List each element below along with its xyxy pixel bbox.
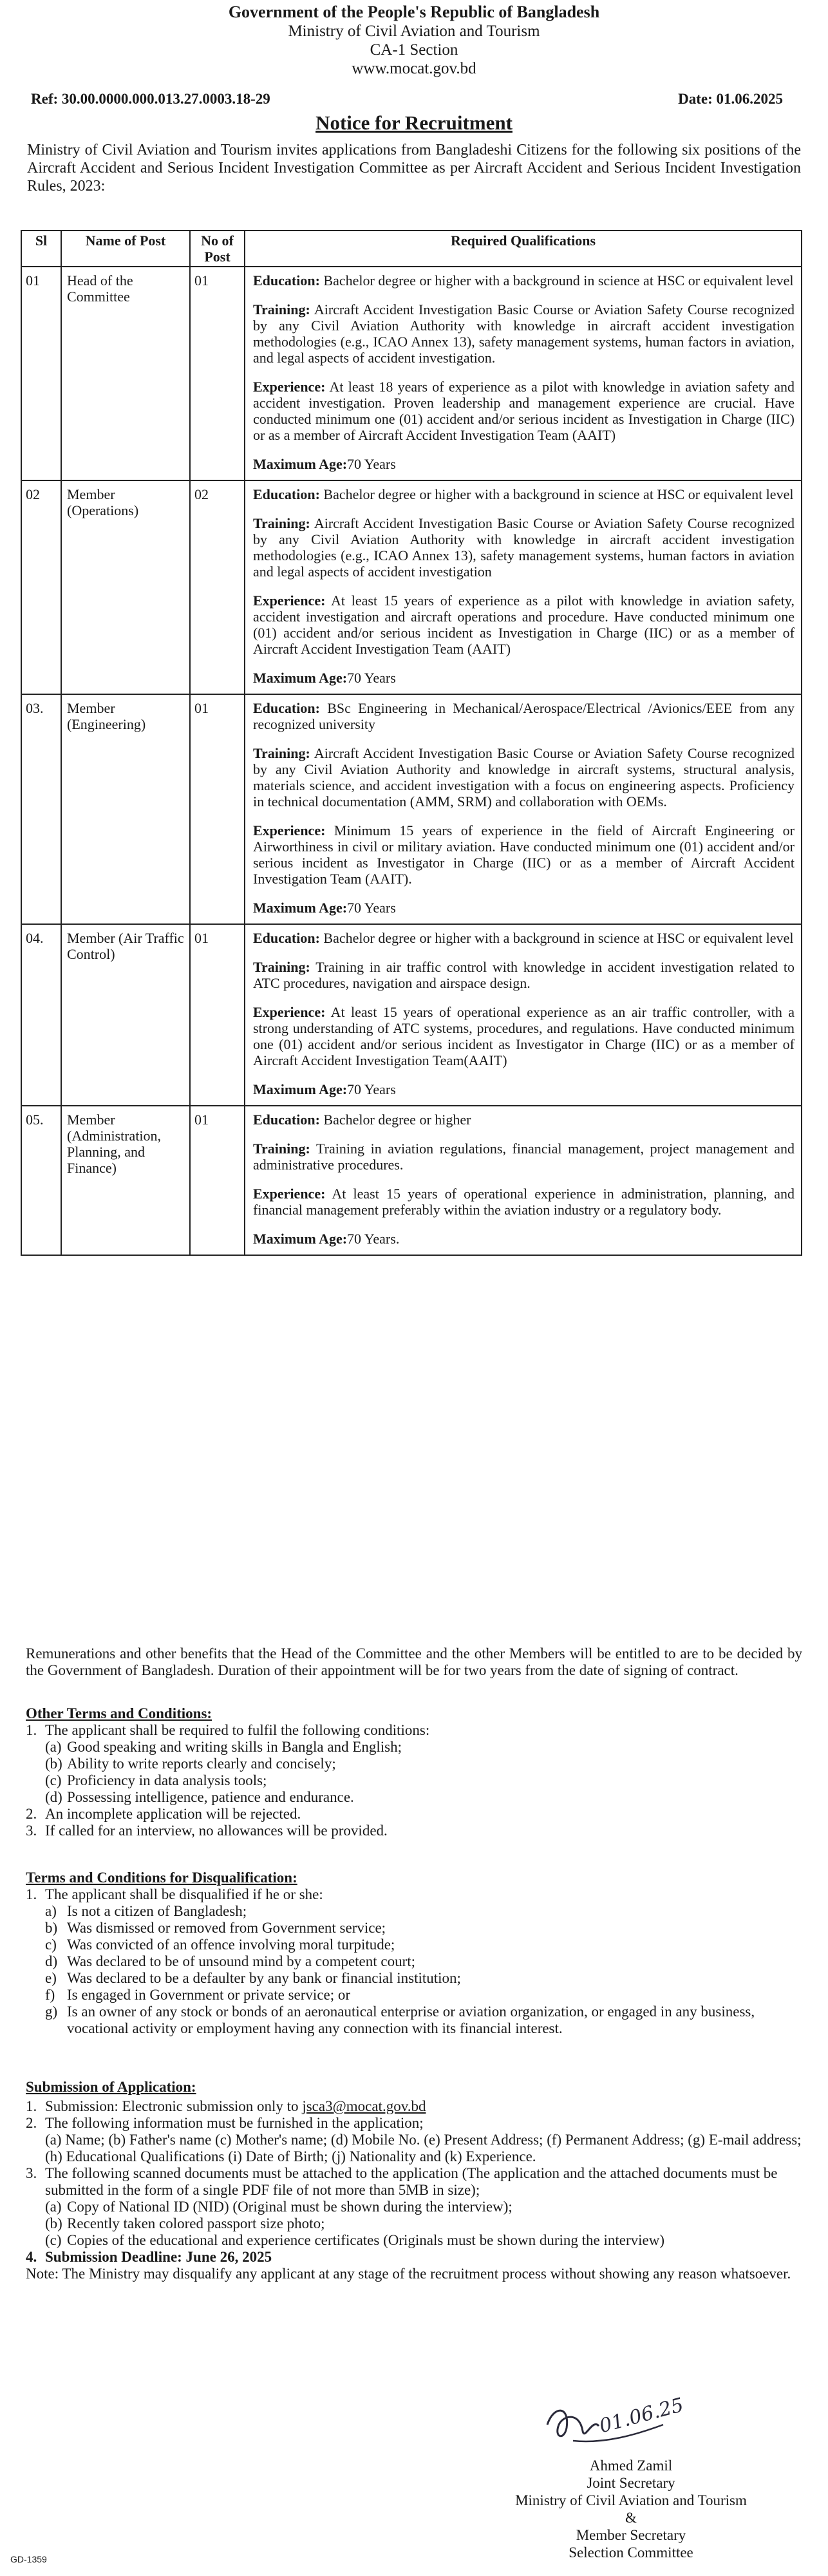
handwritten-signature [534, 2380, 728, 2457]
letterhead [0, 0, 828, 78]
education-text: Bachelor degree or higher with a background in science at HSC or equivalent level [323, 486, 794, 502]
list-item: 2. The following information must be furnished in the application; [26, 2115, 424, 2131]
max-age-text: 70 Years [347, 1081, 396, 1097]
website: www.mocat.gov.bd [352, 60, 476, 77]
table-row [21, 1106, 802, 1255]
signatory-ministry: Ministry of Civil Aviation and Tourism [515, 2492, 747, 2508]
row-sl: 04. [21, 924, 61, 1106]
max-age-text: 70 Years [347, 670, 396, 686]
list-item: 1. The applicant shall be disqualified if he or she: [26, 1886, 323, 1902]
row-post-name: Member (Engineering) [61, 694, 190, 924]
list-item: 1. Submission: Electronic submission only to jsca3@mocat.gov.bd [26, 2098, 426, 2114]
row-sl: 01 [21, 267, 61, 480]
header-qualifications: Required Qualifications [245, 231, 802, 267]
list-item: 3. The following scanned documents must be attached to the application (The application and the attached documents must be submitted in the form of a single PDF file of not more than 5MB in size); [26, 2165, 778, 2198]
row-post-count: 01 [190, 924, 245, 1106]
row-sl: 05. [21, 1106, 61, 1255]
reference-number: Ref: 30.00.0000.000.013.27.0003.18-29 [31, 91, 270, 107]
training-text: Training in aviation regulations, financial management, project management and administrative procedures. [253, 1141, 795, 1173]
disclaimer-note: Note: The Ministry may disqualify any applicant at any stage of the recruitment process without showing any reason whatsoever. [26, 2266, 791, 2282]
max-age-text: 70 Years [347, 900, 396, 916]
experience-text: At least 15 years of operational experience in administration, planning, and financial management preferably within the aviation industry or a regulatory body. [253, 1186, 795, 1218]
documents-sublist [45, 2199, 802, 2249]
row-post-count: 02 [190, 480, 245, 694]
education-text: Bachelor degree or higher with a background in science at HSC or equivalent level [323, 930, 794, 946]
table-header-row [21, 231, 802, 267]
row-sl: 03. [21, 694, 61, 924]
list-item: e) Was declared to be a defaulter by any bank or financial institution; [45, 1970, 461, 1986]
list-item: (c) Copies of the educational and experience certificates (Originals must be shown during the interview) [45, 2232, 664, 2248]
page-title: Notice for Recruitment [315, 111, 513, 134]
table-row [21, 267, 802, 480]
education-text: Bachelor degree or higher with a background in science at HSC or equivalent level [323, 272, 794, 289]
list-item: c) Was convicted of an offence involving moral turpitude; [45, 1937, 395, 1953]
list-item: 4. Submission Deadline: June 26, 2025 [26, 2249, 272, 2265]
government-name: Government of the People's Republic of Bangladesh [228, 3, 600, 21]
submission-email-link[interactable]: jsca3@mocat.gov.bd [302, 2098, 426, 2114]
table-row [21, 924, 802, 1106]
experience-text: At least 15 years of experience as a pilot with knowledge in aviation safety, accident investigation and aircraft operations and procedure. Have conducted minimum one (01) accident and/or serious incident as Investigation in Charge (IIC) or as a member of Aircraft Accident Investigation Team (AAIT) [253, 592, 795, 657]
training-text: Aircraft Accident Investigation Basic Course or Aviation Safety Course recognized by any Civil Aviation Authority and knowledge in aircraft systems, structural analysis, materials science, and accident investigation with a focus on engineering aspects. Proficiency in technical documentation (AMM, SRM) and collaboration with OEMs. [253, 745, 795, 810]
list-item: (c) Proficiency in data analysis tools; [45, 1772, 267, 1788]
disqualification-heading: Terms and Conditions for Disqualification: [26, 1870, 297, 1886]
list-item: (a) Good speaking and writing skills in Bangla and English; [45, 1739, 402, 1755]
max-age-text: 70 Years. [347, 1231, 400, 1247]
list-item: d) Was declared to be of unsound mind by a competent court; [45, 1953, 416, 1969]
positions-table [21, 230, 802, 1256]
row-qualifications: Education: BSc Engineering in Mechanical/Aerospace/Electrical /Avionics/EEE from any recognized university Training: Aircraft Accident Investigation Basic Course or Aviation Safety Course recognized by any Civil Aviation Authority and knowledge in aircraft systems, structural analysis, materials science, and accident investigation with a focus on engineering aspects. Proficiency in technical documentation (AMM, SRM) and collaboration with OEMs. Experience: Minimum 15 years of experience in the field of Aircraft Engineering or Airworthiness in civil or military aviation. Have conducted minimum one (01) accident and/or serious incident as Investigator in Charge (IIC) or as a member of Aircraft Accident Investigation Team (AAIT). Maximum Age:70 Years [245, 694, 802, 924]
disqualification-section [26, 1870, 802, 2037]
row-post-name: Head of the Committee [61, 267, 190, 480]
row-post-name: Member (Operations) [61, 480, 190, 694]
reference-line [31, 91, 783, 108]
intro-paragraph: Ministry of Civil Aviation and Tourism invites applications from Bangladeshi Citizens for the following six positions of the Aircraft Accident and Serious Incident Investigation Committee as per Aircraft Accident and Serious Incident Investigation Rules, 2023: [27, 142, 801, 194]
handwritten-date: 01.06.25 [597, 2393, 686, 2438]
footer-code: GD-1359 [10, 2554, 47, 2564]
other-terms-sublist [45, 1739, 802, 1806]
training-text: Aircraft Accident Investigation Basic Course or Aviation Safety Course recognized by any Civil Aviation Authority with knowledge in aircraft accident investigation methodologies (e.g., ICAO Annex 13), safety management systems, human factors in aviation, and legal aspects of accident investigation. [253, 301, 795, 366]
list-item: b) Was dismissed or removed from Government service; [45, 1920, 386, 1936]
list-item: (b) Recently taken colored passport size photo; [45, 2215, 325, 2231]
remuneration-text: Remunerations and other benefits that the Head of the Committee and the other Members will be entitled to are to be decided by the Government of Bangladesh. Duration of their appointment will be for two years from the date of signing of contract. [26, 1645, 802, 1678]
training-text: Aircraft Accident Investigation Basic Course or Aviation Safety Course recognized by any Civil Aviation Authority with knowledge in aircraft accident investigation methodologies (e.g., ICAO Annex 13), safety management systems, human factors in aviation and legal aspects of accident investigation [253, 515, 795, 580]
table-row [21, 480, 802, 694]
remuneration-paragraph [26, 1645, 802, 1679]
experience-text: Minimum 15 years of experience in the field of Aircraft Engineering or Airworthiness in civil or military aviation. Have conducted minimum one (01) accident and/or serious incident as Investigator in Charge (IIC) or as a member of Aircraft Accident Investigation Team (AAIT). [253, 822, 795, 887]
header-sl: Sl [21, 231, 61, 267]
row-qualifications: Education: Bachelor degree or higher with a background in science at HSC or equivalent level Training: Training in air traffic control with knowledge in accident investigation related to ATC procedures, navigation and airspace design. Experience: At least 15 years of operational experience as an air traffic controller, with a strong understanding of ATC systems, procedures, and regulations. Have conducted minimum one (01) accident and/or serious incident as Investigator in Charge (IIC) or as a member of Aircraft Accident Investigation Team(AAIT) Maximum Age:70 Years [245, 924, 802, 1106]
training-text: Training in air traffic control with knowledge in accident investigation related to ATC procedures, navigation and airspace design. [253, 959, 795, 991]
submission-heading: Submission of Application: [26, 2079, 196, 2095]
list-item: 3. If called for an interview, no allowances will be provided. [26, 1823, 388, 1839]
signature-block [496, 2393, 766, 2561]
row-qualifications: Education: Bachelor degree or higher with a background in science at HSC or equivalent level Training: Aircraft Accident Investigation Basic Course or Aviation Safety Course recognized by any Civil Aviation Authority with knowledge in aircraft accident investigation methodologies (e.g., ICAO Annex 13), safety management systems, human factors in aviation and legal aspects of accident investigation Experience: At least 15 years of experience as a pilot with knowledge in aviation safety, accident investigation and aircraft operations and procedure. Have conducted minimum one (01) accident and/or serious incident as Investigation in Charge (IIC) or as a member of Aircraft Accident Investigation Team (AAIT) Maximum Age:70 Years [245, 480, 802, 694]
submission-section [26, 2079, 802, 2282]
signatory-designation: Joint Secretary [587, 2475, 675, 2491]
education-text: Bachelor degree or higher [323, 1112, 471, 1128]
row-post-name: Member (Administration, Planning, and Finance) [61, 1106, 190, 1255]
max-age-text: 70 Years [347, 456, 396, 472]
signatory-role: Member Secretary [576, 2527, 686, 2543]
experience-text: At least 15 years of operational experience as an air traffic controller, with a strong understanding of ATC systems, procedures, and regulations. Have conducted minimum one (01) accident and/or serious incident as Investigator in Charge (IIC) or as a member of Aircraft Accident Investigation Team(AAIT) [253, 1004, 795, 1068]
list-item: g) Is an owner of any stock or bonds of an aeronautical enterprise or aviation organization, or engaged in any business, vocational activity or employment having any connection with its financial interest. [45, 2003, 755, 2036]
other-terms-heading: Other Terms and Conditions: [26, 1705, 212, 1721]
list-item: 2. An incomplete application will be rejected. [26, 1806, 301, 1822]
required-information: (a) Name; (b) Father's name (c) Mother's name; (d) Mobile No. (e) Present Address; (f) Permanent Address; (g) E-mail address; (h) Educational Qualifications (i) Date of Birth; (j) Nationality and (k) Experience. [45, 2132, 802, 2164]
experience-text: At least 18 years of experience as a pilot with knowledge in aviation safety and accident investigation. Proven leadership and management experience are crucial. Have conducted minimum one (01) accident and/or serious incident as Investigation in Charge (IIC) or as a member of Aircraft Accident Investigation Team (AAIT) [253, 379, 795, 443]
list-item: (b) Ability to write reports clearly and concisely; [45, 1756, 336, 1772]
section-name: CA-1 Section [370, 41, 458, 59]
other-terms-section [26, 1705, 802, 1839]
signatory-amp: & [625, 2510, 637, 2526]
header-post: Name of Post [61, 231, 190, 267]
row-post-count: 01 [190, 694, 245, 924]
row-post-name: Member (Air Traffic Control) [61, 924, 190, 1106]
table-row [21, 694, 802, 924]
ministry-name: Ministry of Civil Aviation and Tourism [288, 23, 540, 40]
submission-deadline: Submission Deadline: June 26, 2025 [45, 2249, 272, 2265]
list-item: 1. The applicant shall be required to fulfil the following conditions: [26, 1722, 430, 1738]
header-no-of-post: No of Post [190, 231, 245, 267]
notice-date: Date: 01.06.2025 [678, 91, 783, 107]
signatory-committee: Selection Committee [569, 2544, 693, 2561]
row-post-count: 01 [190, 1106, 245, 1255]
list-item: a) Is not a citizen of Bangladesh; [45, 1903, 247, 1919]
list-item: (d) Possessing intelligence, patience and endurance. [45, 1789, 354, 1805]
disqualification-sublist [45, 1903, 802, 2037]
row-qualifications: Education: Bachelor degree or higher with a background in science at HSC or equivalent level Training: Aircraft Accident Investigation Basic Course or Aviation Safety Course recognized by any Civil Aviation Authority with knowledge in aircraft accident investigation methodologies (e.g., ICAO Annex 13), safety management systems, human factors in aviation, and legal aspects of accident investigation. Experience: At least 18 years of experience as a pilot with knowledge in aviation safety and accident investigation. Proven leadership and management experience are crucial. Have conducted minimum one (01) accident and/or serious incident as Investigation in Charge (IIC) or as a member of Aircraft Accident Investigation Team (AAIT) Maximum Age:70 Years [245, 267, 802, 480]
list-item: f) Is engaged in Government or private service; or [45, 1987, 351, 2003]
row-qualifications: Education: Bachelor degree or higher Training: Training in aviation regulations, financial management, project management and administrative procedures. Experience: At least 15 years of operational experience in administration, planning, and financial management preferably within the aviation industry or a regulatory body. Maximum Age:70 Years. [245, 1106, 802, 1255]
education-text: BSc Engineering in Mechanical/Aerospace/Electrical /Avionics/EEE from any recognized university [253, 700, 795, 732]
list-item: (a) Copy of National ID (NID) (Original must be shown during the interview); [45, 2199, 513, 2215]
signatory-name: Ahmed Zamil [589, 2458, 673, 2474]
row-sl: 02 [21, 480, 61, 694]
row-post-count: 01 [190, 267, 245, 480]
